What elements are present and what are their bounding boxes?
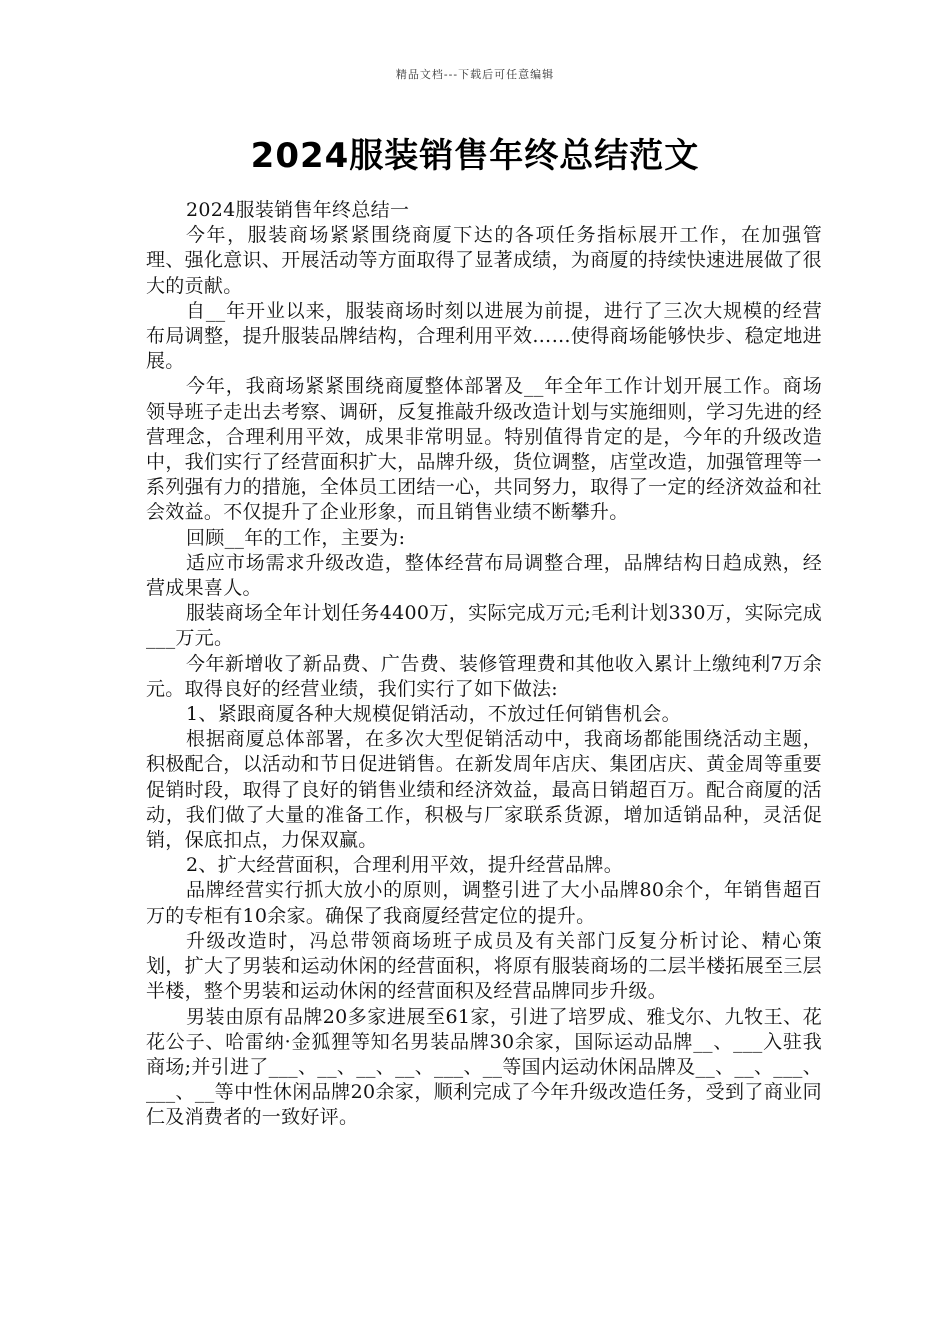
paragraph: 今年，我商场紧紧围绕商厦整体部署及__年全年工作计划开展工作。商场领导班子走出去考察、调研，反复推敲升级改造计划与实施细则，学习先进的经营理念，合理利用平效，成果非常明显。特别值得肯定的是，今年的升级改造中，我们实行了经营面积扩大，品牌升级，货位调整，店堂改造，加强管理等一系列强有力的措施，全体员工团结一心，共同努力，取得了一定的经济效益和社会效益。不仅提升了企业形象，而且销售业绩不断攀升。 [146, 375, 822, 524]
header-note: 精品文档---下载后可任意编辑 [395, 68, 555, 81]
section-heading: 2024服装销售年终总结一 [186, 199, 410, 221]
paragraph: 男装由原有品牌20多家进展至61家，引进了培罗成、雅戈尔、九牧王、花花公子、哈雷纳·金狐狸等知名男装品牌30余家，国际运动品牌__、___入驻我商场;并引进了___、__、__、__、___、__等国内运动休闲品牌及__、__、___、___、__等中性休闲品牌20余家，顺利完成了今年升级改造任务，受到了商业同仁及消费者的一致好评。 [146, 1005, 822, 1129]
paragraph: 自__年开业以来，服装商场时刻以进展为前提，进行了三次大规模的经营布局调整，提升服装品牌结构，合理利用平效……使得商场能够快步、稳定地进展。 [146, 299, 822, 373]
list-heading: 2、扩大经营面积，合理利用平效，提升经营品牌。 [186, 854, 623, 877]
paragraph: 回顾__年的工作，主要为: [186, 526, 406, 549]
paragraph: 根据商厦总体部署，在多次大型促销活动中，我商场都能围绕活动主题，积极配合，以活动和节日促进销售。在新发周年店庆、集团店庆、黄金周等重要促销时段，取得了良好的销售业绩和经济效益，最高日销超百万。配合商厦的活动，我们做了大量的准备工作，积极与厂家联系货源，增加适销品种，灵活促销，保底扣点，力保双赢。 [146, 728, 822, 852]
document-title: 2024服装销售年终总结范文 [250, 136, 700, 176]
paragraph: 品牌经营实行抓大放小的原则，调整引进了大小品牌80余个，年销售超百万的专柜有10余家。确保了我商厦经营定位的提升。 [146, 879, 822, 927]
document-body [146, 198, 822, 1131]
list-heading: 1、紧跟商厦各种大规模促销活动，不放过任何销售机会。 [186, 703, 681, 726]
paragraph: 服装商场全年计划任务4400万，实际完成万元;毛利计划330万，实际完成___万元。 [146, 602, 822, 650]
paragraph: 适应市场需求升级改造，整体经营布局调整合理，品牌结构日趋成熟，经营成果喜人。 [146, 551, 822, 600]
paragraph: 升级改造时，冯总带领商场班子成员及有关部门反复分析讨论、精心策划，扩大了男装和运动休闲的经营面积，将原有服装商场的二层半楼拓展至三层半楼，整个男装和运动休闲的经营面积及经营品牌同步升级。 [146, 929, 822, 1003]
paragraph: 今年新增收了新品费、广告费、装修管理费和其他收入累计上缴纯利7万余元。取得良好的经营业绩，我们实行了如下做法: [146, 652, 822, 700]
paragraph: 今年，服装商场紧紧围绕商厦下达的各项任务指标展开工作，在加强管理、强化意识、开展活动等方面取得了显著成绩，为商厦的持续快速进展做了很大的贡献。 [146, 224, 822, 297]
